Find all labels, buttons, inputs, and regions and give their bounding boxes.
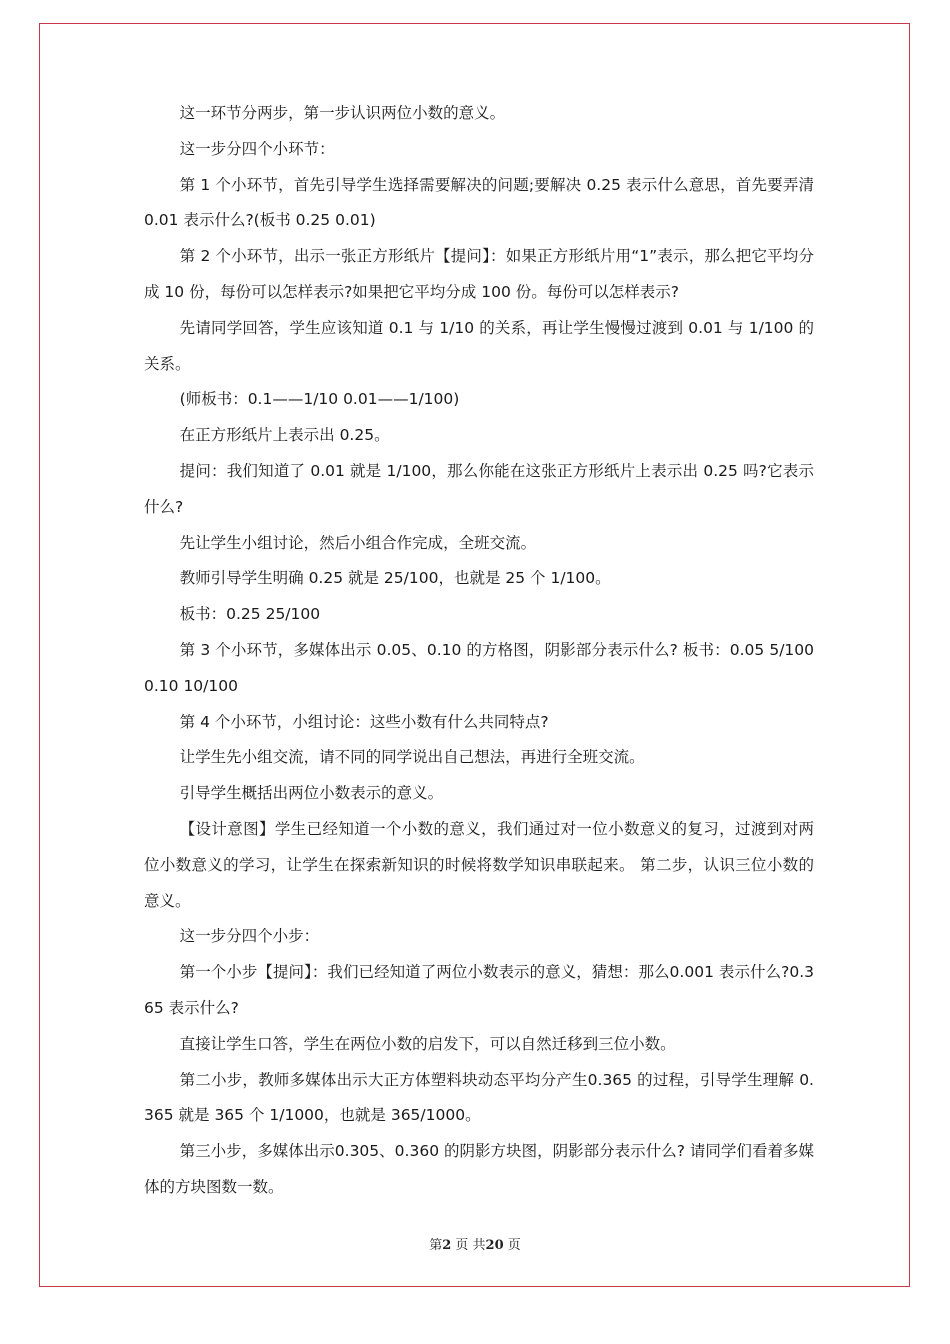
- paragraph: 第 1 个小环节，首先引导学生选择需要解决的问题;要解决 0.25 表示什么意思，首先要弄清 0.01 表示什么?(板书 0.25 0.01): [144, 175, 814, 230]
- total-page-count: 20: [485, 1238, 504, 1253]
- paragraph: 教师引导学生明确 0.25 就是 25/100，也就是 25 个 1/100。: [179, 569, 611, 588]
- paragraph: 让学生先小组交流，请不同的同学说出自己想法，再进行全班交流。: [179, 748, 645, 767]
- paragraph: 这一步分四个小环节：: [179, 139, 335, 158]
- paragraph: 第 3 个小环节，多媒体出示 0.05、0.10 的方格图，阴影部分表示什么? 板书：0.05 5/1000.10 10/100: [144, 640, 814, 695]
- paragraph: 在正方形纸片上表示出 0.25。: [179, 426, 390, 445]
- document-body: [144, 96, 814, 1206]
- footer-middle: 页 共: [451, 1238, 486, 1253]
- page-footer: [0, 1234, 950, 1253]
- paragraph: 引导学生概括出两位小数表示的意义。: [179, 784, 444, 803]
- paragraph: 提问：我们知道了 0.01 就是 1/100，那么你能在这张正方形纸片上表示出 0.25 吗?它表示什么?: [144, 461, 814, 516]
- paragraph: 第 2 个小环节，出示一张正方形纸片【提问】：如果正方形纸片用“1”表示，那么把它平均分成 10 份，每份可以怎样表示?如果把它平均分成 100 份。每份可以怎样表示?: [144, 247, 814, 301]
- footer-suffix: 页: [503, 1238, 521, 1253]
- paragraph: 板书：0.25 25/100: [179, 605, 321, 624]
- paragraph: 【设计意图】学生已经知道一个小数的意义，我们通过对一位小数意义的复习，过渡到对两位小数意义的学习，让学生在探索新知识的时候将数学知识串联起来。 第二步，认识三位小数的意义。: [144, 819, 814, 910]
- paragraph: 这一环节分两步，第一步认识两位小数的意义。: [179, 104, 506, 122]
- footer-prefix: 第: [429, 1238, 443, 1253]
- paragraph: 直接让学生口答，学生在两位小数的启发下，可以自然迁移到三位小数。: [179, 1034, 676, 1053]
- paragraph: 第一个小步【提问】：我们已经知道了两位小数表示的意义，猜想：那么0.001 表示什么?0.365 表示什么?: [144, 963, 814, 1017]
- paragraph: 先让学生小组讨论，然后小组合作完成，全班交流。: [179, 533, 537, 552]
- paragraph: 第 4 个小环节，小组讨论：这些小数有什么共同特点?: [179, 712, 549, 731]
- paragraph: 第二小步，教师多媒体出示大正方体塑料块动态平均分产生0.365 的过程，引导学生理解 0.365 就是 365 个 1/1000，也就是 365/1000。: [144, 1070, 814, 1125]
- paragraph: 这一步分四个小步：: [179, 927, 320, 946]
- paragraph: (师板书：0.1——1/10 0.01——1/100): [179, 390, 460, 409]
- current-page-number: 2: [442, 1238, 452, 1253]
- paragraph: 先请同学回答，学生应该知道 0.1 与 1/10 的关系，再让学生慢慢过渡到 0.01 与 1/100 的关系。: [144, 318, 814, 373]
- paragraph: 第三小步，多媒体出示0.305、0.360 的阴影方块图，阴影部分表示什么? 请同学们看着多媒体的方块图数一数。: [144, 1142, 814, 1196]
